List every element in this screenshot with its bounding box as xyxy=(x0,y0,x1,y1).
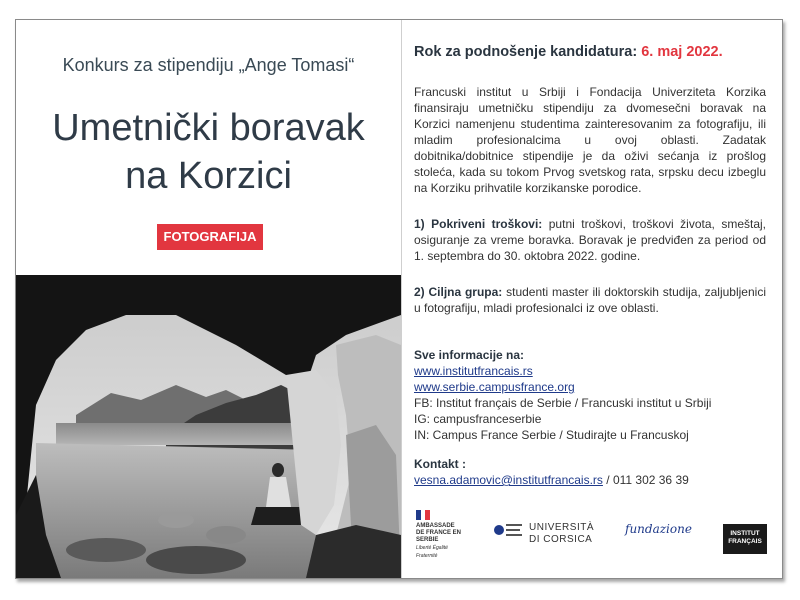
instagram-line: IG: campusfranceserbie xyxy=(414,412,542,426)
french-flag-icon xyxy=(416,510,430,520)
institut-francais-logo xyxy=(723,524,767,554)
page-title xyxy=(16,104,401,200)
contact-title: Kontakt : xyxy=(414,457,466,471)
title-line-1: Umetnički boravak xyxy=(52,107,365,149)
logo-bar xyxy=(398,500,762,559)
universita-line1: UNIVERSITÀ xyxy=(529,522,595,533)
fondazione-logo xyxy=(625,522,695,546)
universita-logo xyxy=(493,520,593,546)
embassy-logo xyxy=(416,510,466,560)
deadline xyxy=(414,44,774,60)
deadline-label: Rok za podnošenje kandidatura: xyxy=(414,44,638,60)
cave-photo xyxy=(16,275,401,578)
contact-line xyxy=(414,472,689,488)
intro-paragraph: Francuski institut u Srbiji i Fondacija Univerziteta Korzika finansiraju umetničku stipendiju za dvomesečni boravak na Korzici namenjenu studentima zainteresovanim za fotografiju, ili mladim profesionalcima u ovoj oblasti. Zadatak dobitnika/dobitnice stipendije je da oživi sećanja iz prošlog stoleća, kada su tokom Prvog svetskog rata, srpsku decu izbeglu na Korziku prihvatile korzikanske porodice. xyxy=(414,85,766,195)
link-institutfrancais[interactable]: www.institutfrancais.rs xyxy=(414,364,533,378)
costs-paragraph xyxy=(414,216,766,264)
divider xyxy=(401,20,402,578)
embassy-name: AMBASSADE DE FRANCE EN SERBIE xyxy=(416,523,462,543)
deadline-date: 6. maj 2022. xyxy=(641,44,723,60)
contact-email[interactable]: vesna.adamovic@institutfrancais.rs xyxy=(414,473,603,487)
costs-text: putni troškovi, troškovi života, smeštaj, osiguranje za vreme boravka. Boravak je predviđen za period od 1. septembra do 30. oktobra 2022. godine. xyxy=(414,217,766,263)
costs-label: 1) Pokriveni troškovi: xyxy=(414,217,543,231)
target-label: 2) Ciljna grupa: xyxy=(414,285,503,299)
subtitle: Konkurs za stipendiju „Ange Tomasi“ xyxy=(62,55,355,75)
contact-phone: / 011 302 36 39 xyxy=(602,473,689,487)
title-line-2: na Korzici xyxy=(125,155,292,197)
target-text: studenti master ili doktorskih studija, zaljubljenici u fotografiju, mladi profesionalci iz ove oblasti. xyxy=(414,285,766,315)
target-paragraph xyxy=(414,284,766,316)
poster-card xyxy=(15,19,783,579)
facebook-line: FB: Institut français de Serbie / Francuski institut u Srbiji xyxy=(414,396,712,410)
embassy-motto: Liberté Égalité Fraternité xyxy=(416,545,448,559)
category-badge: FOTOGRAFIJA xyxy=(157,224,263,250)
universita-emblem-icon xyxy=(493,520,523,544)
linkedin-line: IN: Campus France Serbie / Studirajte u Francuskoj xyxy=(414,428,689,442)
link-campusfrance[interactable]: www.serbie.campusfrance.org xyxy=(414,380,575,394)
universita-line2: DI CORSICA xyxy=(529,534,593,545)
left-panel xyxy=(16,20,401,578)
info-title: Sve informacije na: xyxy=(414,348,525,362)
institut-line2: FRANÇAIS xyxy=(728,538,762,545)
institut-line1: INSTITUT xyxy=(730,530,760,537)
fondazione-name: fundazione xyxy=(625,522,692,536)
